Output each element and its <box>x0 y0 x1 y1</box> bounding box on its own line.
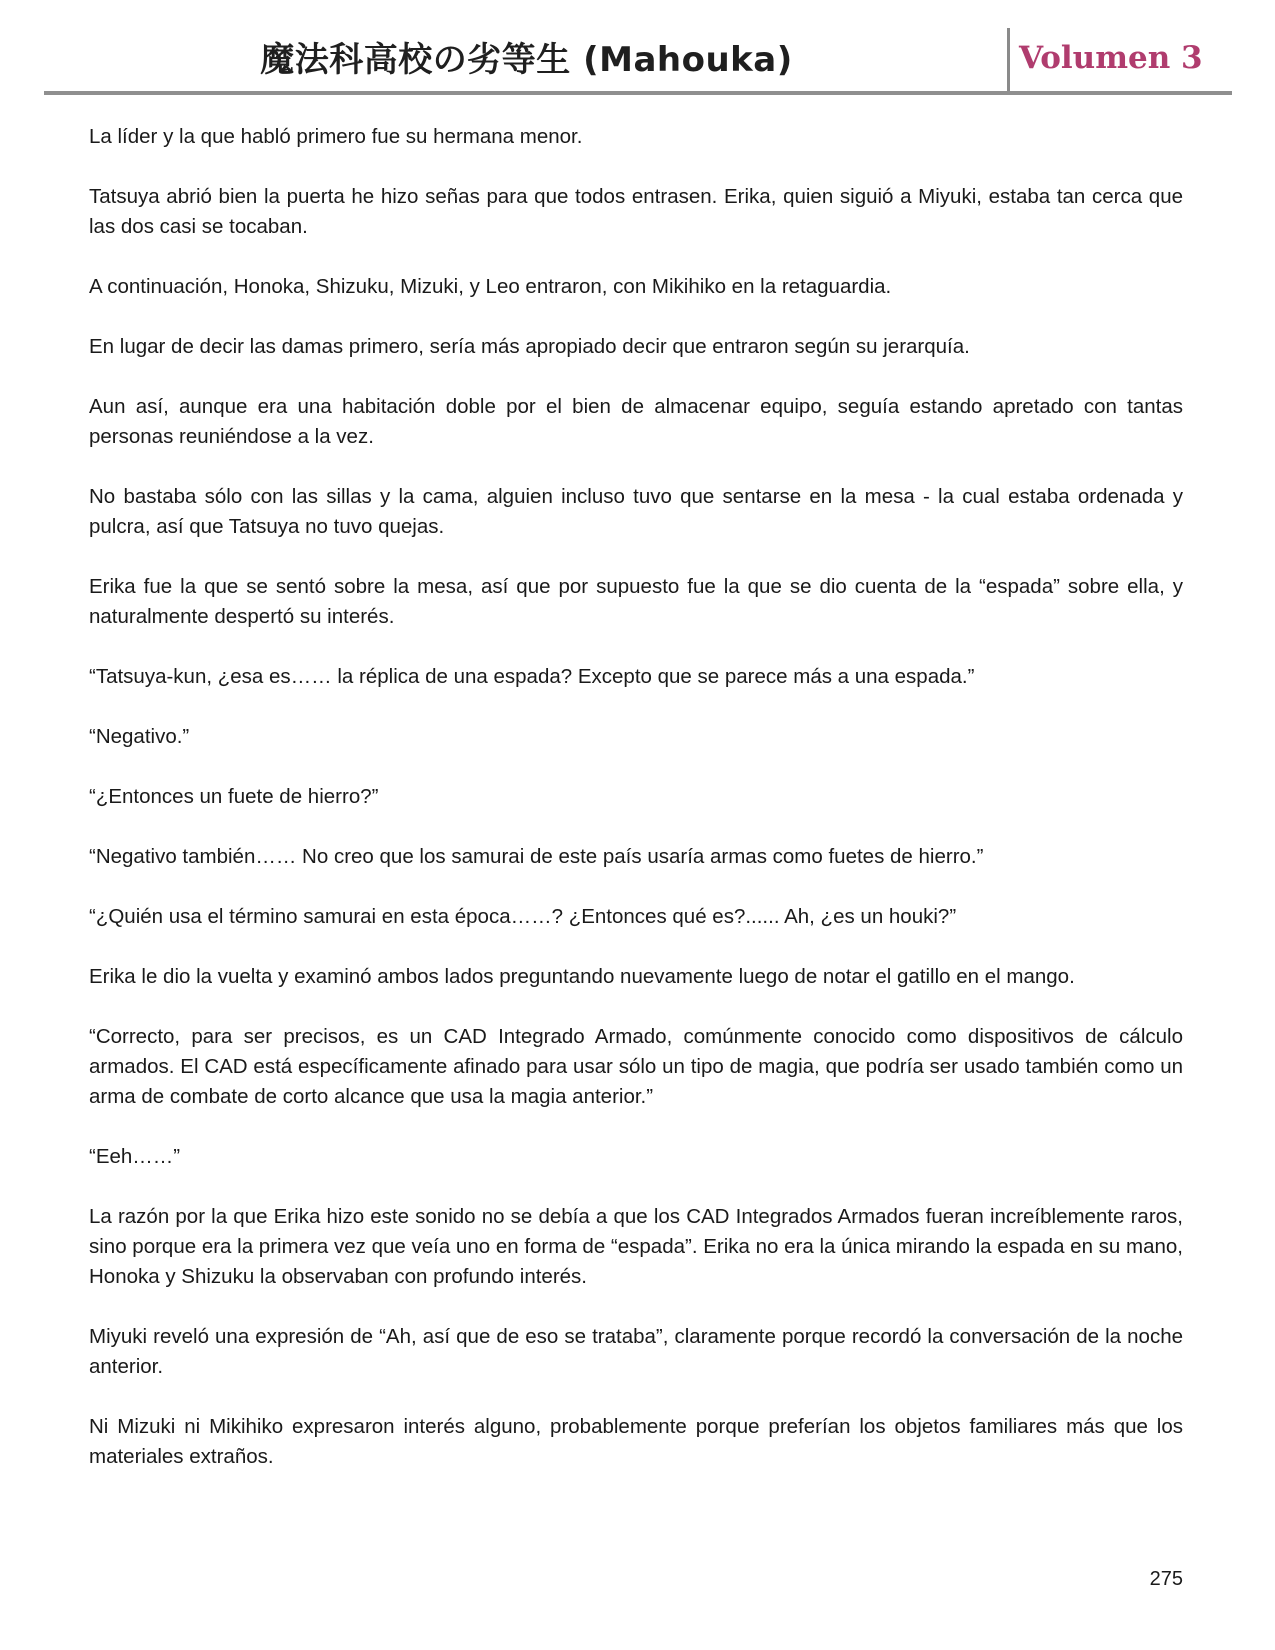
paragraph: “Tatsuya-kun, ¿esa es…… la réplica de una espada? Excepto que se parece más a una espada.” <box>89 665 975 688</box>
paragraph: “Eeh……” <box>89 1145 181 1168</box>
paragraph: “Negativo.” <box>89 725 190 748</box>
paragraph: “Negativo también…… No creo que los samurai de este país usaría armas como fuetes de hierro.” <box>89 845 984 868</box>
paragraph: No bastaba sólo con las sillas y la cama, alguien incluso tuvo que sentarse en la mesa - la cual estaba ordenada y pulcra, así que Tatsuya no tuvo quejas. <box>89 485 1183 538</box>
paragraph: Miyuki reveló una expresión de “Ah, así que de eso se trataba”, claramente porque recordó la conversación de la noche anterior. <box>89 1325 1183 1378</box>
page-body <box>89 122 1183 1502</box>
page-header <box>44 28 1232 94</box>
paragraph: Ni Mizuki ni Mikihiko expresaron interés alguno, probablemente porque preferían los objetos familiares más que los materiales extraños. <box>89 1415 1183 1468</box>
paragraph: Tatsuya abrió bien la puerta he hizo señas para que todos entrasen. Erika, quien siguió a Miyuki, estaba tan cerca que las dos casi se tocaban. <box>89 185 1183 238</box>
paragraph: La razón por la que Erika hizo este sonido no se debía a que los CAD Integrados Armados fueran increíblemente raros, sino porque era la primera vez que veía uno en forma de “espada”. Erika no era la única mirando la espada en su mano, Honoka y Shizuku la observaban con profundo interés. <box>89 1205 1183 1288</box>
page-number: 275 <box>1149 1568 1183 1590</box>
paragraph: “¿Quién usa el término samurai en esta época……? ¿Entonces qué es?...... Ah, ¿es un houki?” <box>89 905 957 928</box>
paragraph: “Correcto, para ser precisos, es un CAD Integrado Armado, comúnmente conocido como dispositivos de cálculo armados. El CAD está específicamente afinado para usar sólo un tipo de magia, que podría ser usado también como un arma de combate de corto alcance que usa la magia anterior.” <box>89 1025 1183 1108</box>
header-divider <box>1007 28 1010 94</box>
paragraph: Erika le dio la vuelta y examinó ambos lados preguntando nuevamente luego de notar el gatillo en el mango. <box>89 965 1075 988</box>
paragraph: A continuación, Honoka, Shizuku, Mizuki, y Leo entraron, con Mikihiko en la retaguardia. <box>89 275 892 298</box>
paragraph: La líder y la que habló primero fue su hermana menor. <box>89 125 583 148</box>
paragraph: En lugar de decir las damas primero, sería más apropiado decir que entraron según su jerarquía. <box>89 335 970 358</box>
paragraph: “¿Entonces un fuete de hierro?” <box>89 785 379 808</box>
paragraph: Aun así, aunque era una habitación doble por el bien de almacenar equipo, seguía estando apretado con tantas personas reuniéndose a la vez. <box>89 395 1183 448</box>
paragraph: Erika fue la que se sentó sobre la mesa, así que por supuesto fue la que se dio cuenta de la “espada” sobre ella, y naturalmente despertó su interés. <box>89 575 1183 628</box>
book-title: 魔法科高校の劣等生 (Mahouka) <box>260 40 793 80</box>
volume-label: Volumen 3 <box>1019 40 1203 76</box>
header-rule <box>44 91 1232 95</box>
